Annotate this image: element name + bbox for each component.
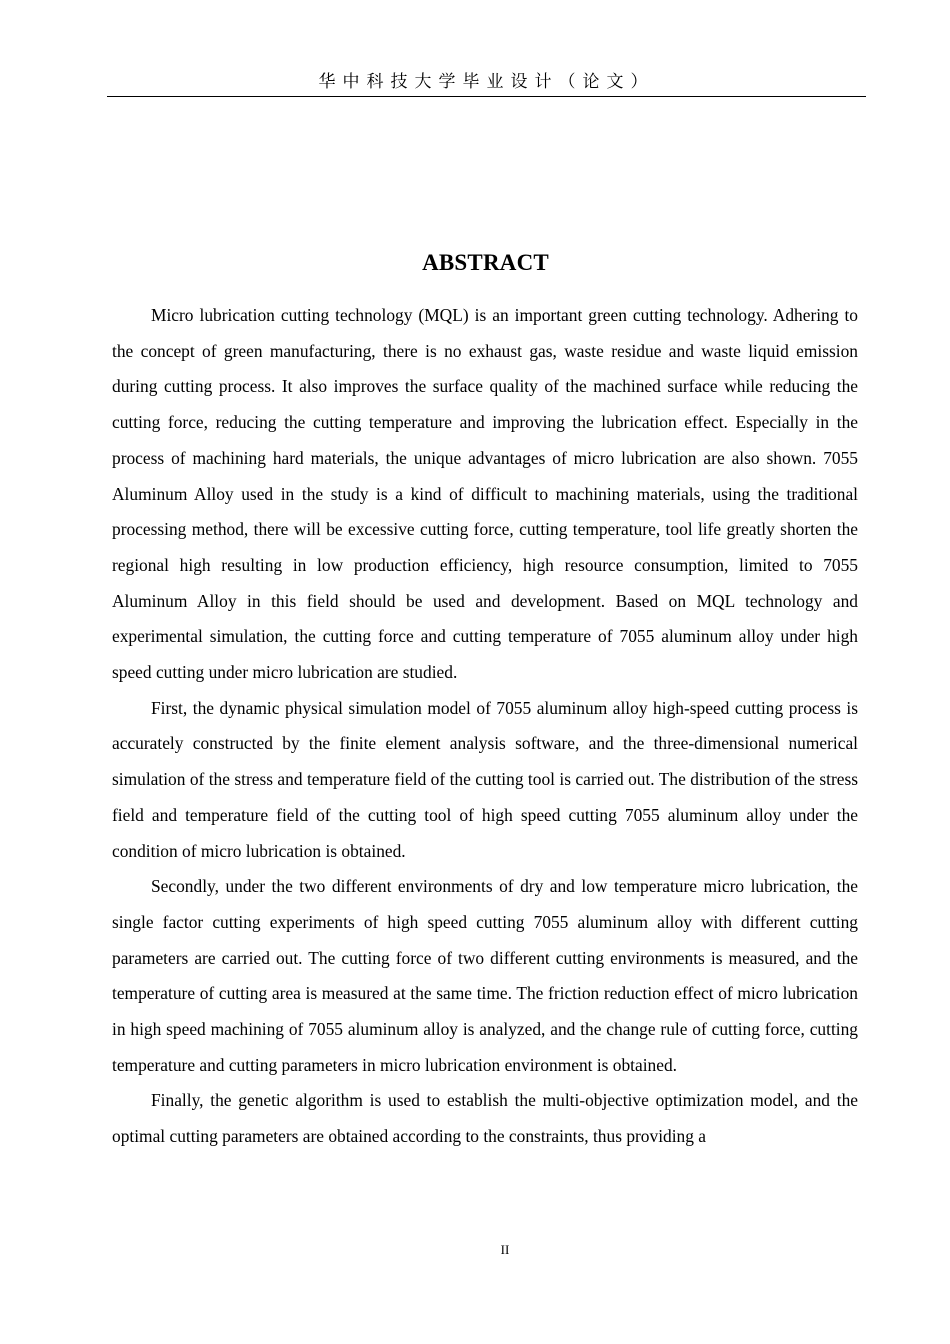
abstract-paragraph-4: Finally, the genetic algorithm is used to establish the multi-objective optimization model, and the optimal cutting parameters are obtained according to the constraints, thus providing a (112, 1090, 858, 1147)
abstract-body (112, 298, 858, 1155)
abstract-paragraph-3: Secondly, under the two different environments of dry and low temperature micro lubrication, the single factor cutting experiments of high speed cutting 7055 aluminum alloy with different cutting parameters are carried out. The cutting force of two different cutting environments is measured, and the temperature of cutting area is measured at the same time. The friction reduction effect of micro lubrication in high speed machining of 7055 aluminum alloy is analyzed, and the change rule of cutting force, cutting temperature and cutting parameters in micro lubrication environment is obtained. (112, 876, 858, 1075)
abstract-paragraph-1: Micro lubrication cutting technology (MQL) is an important green cutting technology. Adhering to the concept of green manufacturing, there is no exhaust gas, waste residue and waste liquid emission during cutting process. It also improves the surface quality of the machined surface while reducing the cutting force, reducing the cutting temperature and improving the lubrication effect. Especially in the process of machining hard materials, the unique advantages of micro lubrication are also shown. 7055 Aluminum Alloy used in the study is a kind of difficult to machining materials, using the traditional processing method, there will be excessive cutting force, cutting temperature, tool life greatly shorten the regional high resulting in low production efficiency, high resource consumption, limited to 7055 Aluminum Alloy in this field should be used and development. Based on MQL technology and experimental simulation, the cutting force and cutting temperature of 7055 aluminum alloy under high speed cutting under micro lubrication are studied. (112, 305, 858, 683)
page-number: II (500, 1242, 510, 1257)
abstract-paragraph-2: First, the dynamic physical simulation model of 7055 aluminum alloy high-speed cutting process is accurately constructed by the finite element analysis software, and the three-dimensional numerical simulation of the stress and temperature field of the cutting tool is carried out. The distribution of the stress field and temperature field of the cutting tool of high speed cutting 7055 aluminum alloy under the condition of micro lubrication is obtained. (112, 697, 858, 861)
abstract-title: ABSTRACT (422, 250, 549, 275)
page-header: 华中科技大学毕业设计（论文） (107, 68, 866, 97)
